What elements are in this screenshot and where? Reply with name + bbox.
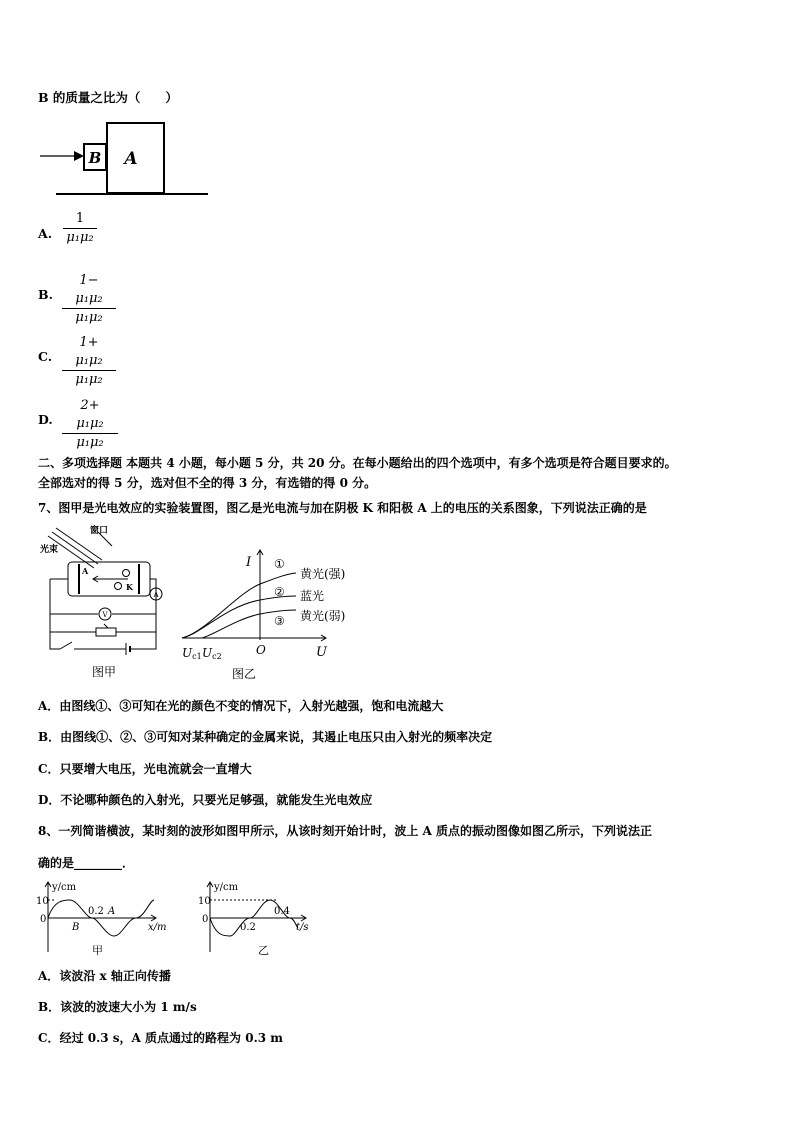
vib-tick-1: 0.2 <box>240 922 256 933</box>
block-b-label: B <box>88 149 102 167</box>
q7-option-c[interactable]: C．只要增大电压，光电流就会一直增大 <box>38 762 252 776</box>
q8-stem-line-2: 确的是________． <box>38 856 135 870</box>
q8-option-b[interactable]: B．该波的波速大小为 1 m/s <box>38 1000 197 1014</box>
label-cathode: K <box>126 582 133 592</box>
point-b-label: B <box>72 922 80 933</box>
vib-y-label: y/cm <box>214 882 239 893</box>
caption-yi: 图乙 <box>232 667 257 681</box>
denominator: μ₁μ₂ <box>75 310 103 325</box>
label-anode: A <box>82 566 89 576</box>
option-label: B. <box>38 287 53 302</box>
rheostat <box>96 628 116 636</box>
option-label: A. <box>38 226 53 241</box>
q7-iu-graph <box>176 544 376 684</box>
vib-origin: 0 <box>202 914 209 925</box>
q8-stem-line-1: 8、一列简谐横波，某时刻的波形如图甲所示，从该时刻开始计时，波上 A 质点的振动图像如图乙所示，下列说法正 <box>38 824 653 838</box>
curve-3-mark: ③ <box>274 614 285 628</box>
denominator: μ₁μ₂ <box>76 435 104 450</box>
curve-1-name: 黄光(强) <box>300 567 346 581</box>
wave-origin: 0 <box>40 914 47 925</box>
curve-3-name: 黄光(弱) <box>300 609 346 623</box>
q7-option-b[interactable]: B．由图线①、②、③可知对某种确定的金属来说，其遏止电压只由入射光的频率决定 <box>38 730 493 744</box>
q6-stem-tail: B 的质量之比为（ ） <box>38 90 178 105</box>
option-label: D. <box>38 412 53 427</box>
curve-1 <box>182 573 296 638</box>
curve-1-mark: ① <box>274 557 285 571</box>
point-a-label: A <box>108 906 116 917</box>
q7-apparatus-figure <box>38 524 168 684</box>
curve-2-name: 蓝光 <box>300 589 325 603</box>
push-arrowhead <box>74 151 84 161</box>
axis-label-u: U <box>316 645 327 660</box>
origin-label: O <box>256 643 266 657</box>
q8-vibration-figure <box>198 878 318 958</box>
uc1-label: Uc1 <box>182 646 202 661</box>
switch <box>60 642 72 649</box>
q8-wave-figure <box>36 878 176 958</box>
wave-y-tick: 10 <box>36 896 49 907</box>
axis-label-i: I <box>246 555 252 570</box>
option-fraction <box>62 397 118 452</box>
q8-option-a[interactable]: A．该波沿 x 轴正向传播 <box>38 969 171 983</box>
vib-caption: 乙 <box>258 944 269 957</box>
label-window: 窗口 <box>90 526 109 536</box>
numerator: 2+ μ₁μ₂ <box>62 397 118 434</box>
section2-instructions-2: 全部选对的得 5 分，选对但不全的得 3 分，有选错的得 0 分。 <box>38 476 377 490</box>
wave-x-tick: 0.2 <box>88 906 104 917</box>
option-fraction <box>63 210 97 247</box>
caption-jia: 图甲 <box>91 665 117 679</box>
numerator: 1+ μ₁μ₂ <box>62 334 116 371</box>
q7-option-d[interactable]: D．不论哪种颜色的入射光，只要光足够强，就能发生光电效应 <box>38 793 373 807</box>
vib-y-tick: 10 <box>198 896 211 907</box>
q7-option-a[interactable]: A．由图线①、③可知在光的颜色不变的情况下，入射光越强，饱和电流越大 <box>38 699 444 713</box>
denominator: μ₁μ₂ <box>75 372 103 387</box>
vib-x-label: t/s <box>296 922 309 933</box>
wave-caption: 甲 <box>92 944 103 957</box>
numerator: 1− μ₁μ₂ <box>62 272 116 309</box>
denominator: μ₁μ₂ <box>66 230 94 245</box>
option-fraction <box>62 272 116 327</box>
uc2-label: Uc2 <box>202 646 222 661</box>
curve-2-mark: ② <box>274 585 285 599</box>
vib-tick-2: 0.4 <box>274 906 290 917</box>
label-beam: 光束 <box>40 545 59 555</box>
wave-x-label: x/m <box>148 922 167 933</box>
option-fraction <box>62 334 116 389</box>
voltmeter-label: V <box>102 611 108 619</box>
numerator: 1 <box>75 211 85 226</box>
ammeter-label: A <box>153 591 159 599</box>
option-label: C. <box>38 349 53 364</box>
q7-stem: 7、图甲是光电效应的实验装置图，图乙是光电流与加在阴极 K 和阳极 A 上的电压的关系图象，下列说法正确的是 <box>38 501 647 515</box>
section2-instructions-1: 二、多项选择题 本题共 4 小题，每小题 5 分，共 20 分。在每小题给出的四个选项中，有多个选项是符合题目要求的。 <box>38 456 677 470</box>
q8-option-c[interactable]: C．经过 0.3 s，A 质点通过的路程为 0.3 m <box>38 1031 283 1045</box>
q6-figure <box>38 118 213 200</box>
wave-y-label: y/cm <box>52 882 77 893</box>
block-a-label: A <box>124 149 138 169</box>
